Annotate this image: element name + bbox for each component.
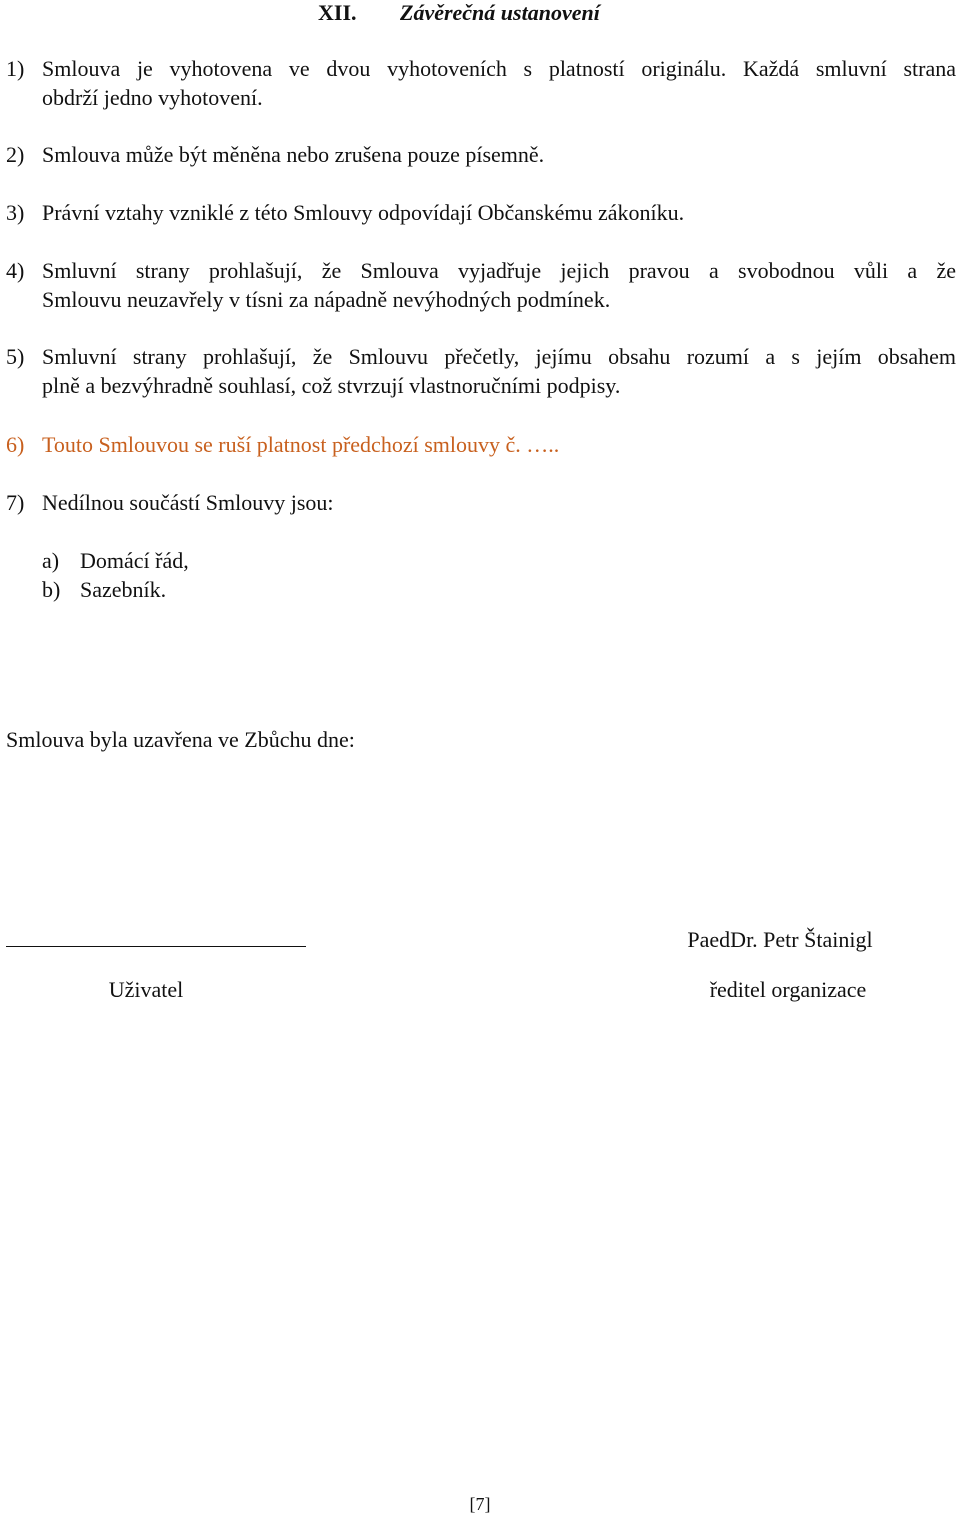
clause-number: 7) — [6, 490, 25, 515]
clause-text-line: Právní vztahy vzniklé z této Smlouvy odpovídají Občanskému zákoníku. — [42, 200, 685, 225]
signature-left-label: Uživatel — [108, 977, 184, 1002]
clause-text-line: Smlouva může být měněna nebo zrušena pouze písemně. — [42, 142, 545, 167]
clause-text-line: plně a bezvýhradně souhlasí, což stvrzují vlastnoručními podpisy. — [42, 373, 621, 398]
list-item-text: Sazebník. — [80, 577, 167, 602]
clause-text-line: Smluvní strany prohlašují, že Smlouvu přečetly, jejímu obsahu rozumí a s jejím obsahem — [42, 344, 956, 369]
list-item-letter: b) — [42, 577, 61, 602]
section-number: XII. — [318, 0, 357, 25]
clause-number: 6) — [6, 432, 25, 457]
clause-text-line: obdrží jedno vyhotovení. — [42, 85, 263, 110]
clause-text-line: Smlouva je vyhotovena ve dvou vyhotoveních s platností originálu. Každá smluvní strana — [42, 56, 956, 81]
clause-number: 2) — [6, 142, 25, 167]
clause-number: 3) — [6, 200, 25, 225]
clause-number: 1) — [6, 56, 25, 81]
clause-text-line: Smlouvu neuzavřely v tísni za nápadně nevýhodných podmínek. — [42, 287, 611, 312]
clause-text-line: Nedílnou součástí Smlouvy jsou: — [42, 490, 334, 515]
clause-number: 4) — [6, 258, 25, 283]
concluded-statement: Smlouva byla uzavřena ve Zbůchu dne: — [6, 727, 355, 752]
list-item-letter: a) — [42, 548, 60, 573]
section-title: Závěrečná ustanovení — [400, 0, 600, 25]
list-item-text: Domácí řád, — [80, 548, 189, 573]
clause-number: 5) — [6, 344, 25, 369]
signature-right-name: PaedDr. Petr Štainigl — [687, 927, 873, 952]
page-number: [7] — [469, 1494, 491, 1514]
signature-right-title: ředitel organizace — [709, 977, 867, 1002]
section-heading — [318, 0, 718, 28]
clause-text-line: Touto Smlouvou se ruší platnost předchozí smlouvy č. ….. — [42, 432, 560, 457]
clause-text-line: Smluvní strany prohlašují, že Smlouva vyjadřuje jejich pravou a svobodnou vůli a že — [42, 258, 956, 283]
signature-line — [6, 946, 306, 947]
